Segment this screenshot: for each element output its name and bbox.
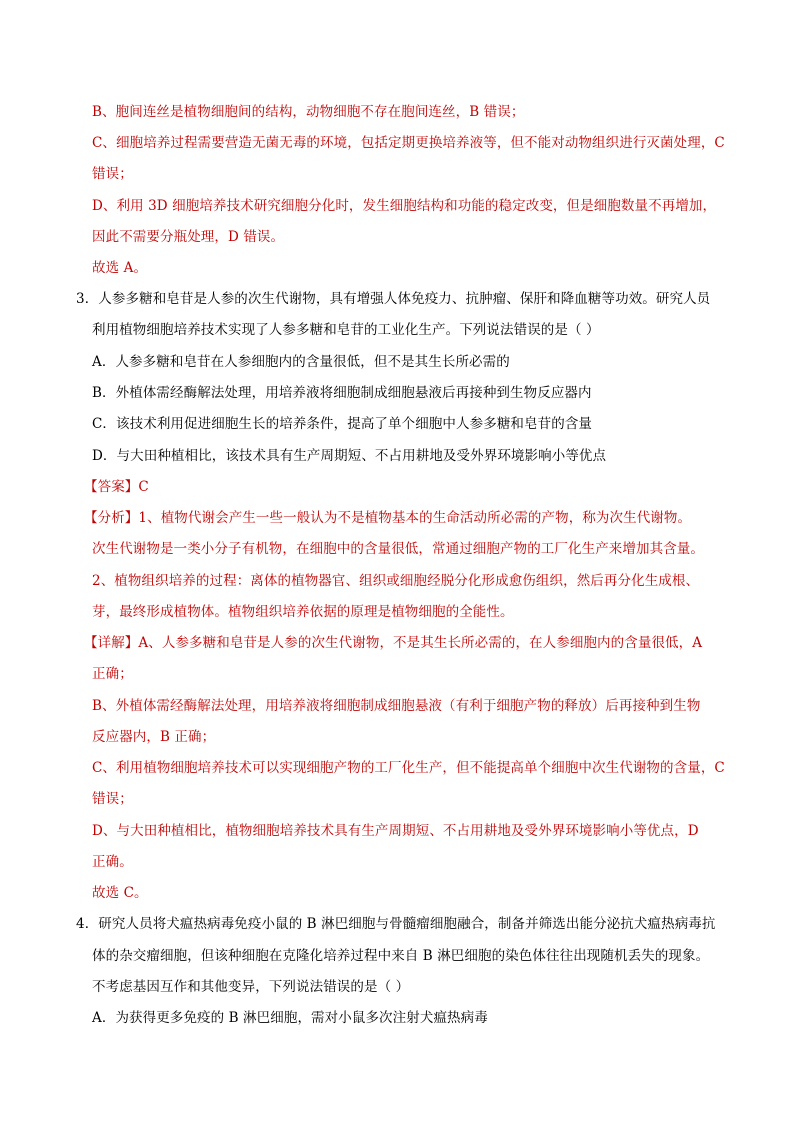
analysis-tag: 【分析】 [84,510,139,526]
q4-stem-line3: 不考虑基因互作和其他变异，下列说法错误的是（ ） [92,979,410,995]
q3-option-a: A．人参多糖和皂苷在人参细胞内的含量很低，但不是其生长所必需的 [92,354,510,370]
q4-option-a: A．为获得更多免疫的 B 淋巴细胞，需对小鼠多次注射犬瘟热病毒 [92,1010,488,1026]
q3-option-d: D．与大田种植相比，该技术具有生产周期短、不占用耕地及受外界环境影响小等优点 [92,448,607,464]
q2-option-c-explanation-line2: 错误； [92,166,133,182]
q3-analysis-line2: 次生代谢物是一类小分子有机物，在细胞中的含量很低，常通过细胞产物的工厂化生产来增加其含量。 [92,541,704,557]
detail-a-text: A、人参多糖和皂苷是人参的次生代谢物，不是其生长所必需的，在人参细胞内的含量很低，A [138,635,703,651]
q3-detail-d-line1: D、与大田种植相比，植物细胞培养技术具有生产周期短、不占用耕地及受外界环境影响小等优点，D [92,823,699,839]
q4-stem-line2: 体的杂交瘤细胞，但该种细胞在克隆化培养过程中来自 B 淋巴细胞的染色体往往出现随机丢失的现象。 [92,948,710,964]
q3-analysis-line4: 芽，最终形成植物体。植物组织培养依据的原理是植物细胞的全能性。 [92,604,514,620]
q2-final-answer: 故选 A。 [92,260,148,276]
detail-tag: 【详解】 [84,635,139,651]
q3-analysis-line3: 2、植物组织培养的过程：离体的植物器官、组织或细胞经脱分化形成愈伤组织，然后再分化生成根、 [92,573,700,589]
q3-stem-line2: 利用植物细胞培养技术实现了人参多糖和皂苷的工业化生产。下列说法错误的是（ ） [92,322,600,338]
analysis-text: 1、植物代谢会产生一些一般认为不是植物基本的生命活动所必需的产物，称为次生代谢物。 [138,510,692,526]
q3-option-c: C．该技术利用促进细胞生长的培养条件，提高了单个细胞中人参多糖和皂苷的含量 [92,416,593,432]
q3-detail-a-line2: 正确； [92,666,133,682]
q3-option-b: B．外植体需经酶解法处理，用培养液将细胞制成细胞悬液后再接种到生物反应器内 [92,385,592,401]
q2-option-d-explanation-line1: D、利用 3D 细胞培养技术研究细胞分化时，发生细胞结构和功能的稳定改变，但是细胞数量不再增加， [92,198,717,214]
q2-option-b-explanation: B、胞间连丝是植物细胞间的结构，动物细胞不存在胞间连丝，B 错误； [92,104,525,120]
q2-option-c-explanation-line1: C、细胞培养过程需要营造无菌无毒的环境，包括定期更换培养液等，但不能对动物组织进行灭菌处理，C [92,135,725,151]
answer-tag: 【答案】 [84,479,139,495]
q3-detail-d-line2: 正确。 [92,854,133,870]
answer-value: C [138,479,149,495]
q3-detail-b-line2: 反应器内，B 正确； [92,729,216,745]
q3-detail-c-line1: C、利用植物细胞培养技术可以实现细胞产物的工厂化生产，但不能提高单个细胞中次生代谢物的含量，C [92,760,725,776]
q3-final-answer: 故选 C。 [92,885,148,901]
q3-answer [84,477,149,497]
q3-detail-c-line2: 错误； [92,791,133,807]
q3-detail-b-line1: B、外植体需经酶解法处理，用培养液将细胞制成细胞悬液（有利于细胞产物的释放）后再接种到生物 [92,698,701,714]
q2-option-d-explanation-line2: 因此不需要分瓶处理，D 错误。 [92,229,285,245]
q3-detail-a-line1 [84,633,702,653]
q3-stem-line1: 3．人参多糖和皂苷是人参的次生代谢物，具有增强人体免疫力、抗肿瘤、保肝和降血糖等功效。研究人员 [76,291,711,307]
q4-stem-line1: 4．研究人员将犬瘟热病毒免疫小鼠的 B 淋巴细胞与骨髓瘤细胞融合，制备并筛选出能分泌抗犬瘟热病毒抗 [76,916,716,932]
q3-analysis-line1 [84,508,691,528]
